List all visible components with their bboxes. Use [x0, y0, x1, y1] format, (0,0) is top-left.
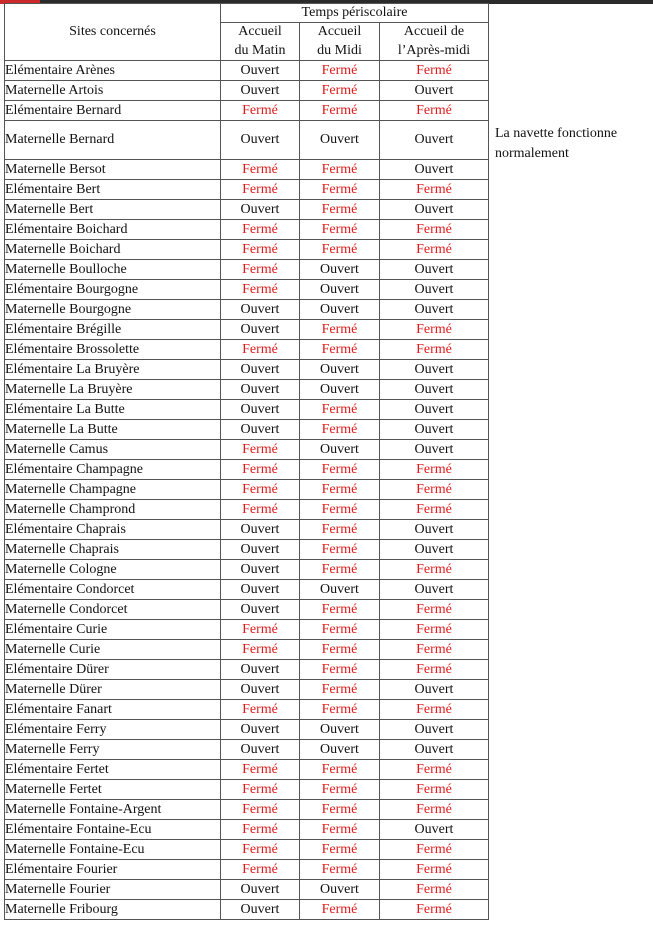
site-name: Elémentaire Fourier: [5, 860, 221, 880]
site-name: Maternelle Bourgogne: [5, 300, 221, 320]
table-row: [5, 280, 489, 300]
noon-status: Fermé: [300, 760, 380, 780]
morning-status: Ouvert: [221, 61, 300, 81]
noon-status: Ouvert: [300, 740, 380, 760]
afternoon-status: Fermé: [380, 760, 489, 780]
table-row: [5, 320, 489, 340]
noon-status: Fermé: [300, 640, 380, 660]
afternoon-status: Ouvert: [380, 380, 489, 400]
afternoon-status: Ouvert: [380, 160, 489, 180]
morning-status: Ouvert: [221, 360, 300, 380]
table-row: [5, 260, 489, 280]
morning-status: Fermé: [221, 240, 300, 260]
site-name: Maternelle Cologne: [5, 560, 221, 580]
site-name: Elémentaire Brégille: [5, 320, 221, 340]
table-row: [5, 760, 489, 780]
morning-status: Ouvert: [221, 740, 300, 760]
morning-status: Ouvert: [221, 540, 300, 560]
morning-status: Fermé: [221, 340, 300, 360]
noon-status: Ouvert: [300, 580, 380, 600]
noon-status: Fermé: [300, 61, 380, 81]
table-row: [5, 840, 489, 860]
morning-status: Ouvert: [221, 81, 300, 101]
noon-status: Ouvert: [300, 360, 380, 380]
periscolaire-group-header: Temps périscolaire: [221, 4, 489, 23]
morning-status: Fermé: [221, 500, 300, 520]
site-column-header: Sites concernés: [5, 4, 221, 61]
noon-header-line2: du Midi: [300, 42, 380, 61]
noon-status: Ouvert: [300, 280, 380, 300]
afternoon-status: Fermé: [380, 840, 489, 860]
site-name: Maternelle Boulloche: [5, 260, 221, 280]
noon-status: Fermé: [300, 800, 380, 820]
site-name: Maternelle Fourier: [5, 880, 221, 900]
table-row: [5, 680, 489, 700]
table-row: [5, 360, 489, 380]
noon-status: Fermé: [300, 600, 380, 620]
afternoon-status: Fermé: [380, 101, 489, 121]
morning-status: Ouvert: [221, 420, 300, 440]
site-name: Elémentaire Bernard: [5, 101, 221, 121]
afternoon-status: Fermé: [380, 340, 489, 360]
afternoon-status: Fermé: [380, 61, 489, 81]
site-name: Elémentaire Boichard: [5, 220, 221, 240]
table-header: [5, 4, 489, 61]
morning-status: Fermé: [221, 800, 300, 820]
afternoon-status: Ouvert: [380, 400, 489, 420]
table-row: [5, 180, 489, 200]
afternoon-status: Fermé: [380, 220, 489, 240]
noon-status: Fermé: [300, 240, 380, 260]
site-name: Maternelle Fontaine-Ecu: [5, 840, 221, 860]
table-row: [5, 800, 489, 820]
site-name: Maternelle Champrond: [5, 500, 221, 520]
morning-status: Fermé: [221, 101, 300, 121]
noon-header-line1: Accueil: [300, 23, 380, 42]
site-name: Maternelle Champagne: [5, 480, 221, 500]
site-name: Elémentaire Curie: [5, 620, 221, 640]
table-row: [5, 340, 489, 360]
morning-status: Ouvert: [221, 320, 300, 340]
site-name: Maternelle Dürer: [5, 680, 221, 700]
site-name: Elémentaire Fertet: [5, 760, 221, 780]
noon-status: Fermé: [300, 560, 380, 580]
morning-status: Fermé: [221, 180, 300, 200]
table-row: [5, 480, 489, 500]
table-row: [5, 860, 489, 880]
noon-status: Fermé: [300, 700, 380, 720]
table-row: [5, 220, 489, 240]
morning-header-line2: du Matin: [221, 42, 300, 61]
table-row: [5, 460, 489, 480]
afternoon-status: Ouvert: [380, 360, 489, 380]
site-name: Maternelle La Butte: [5, 420, 221, 440]
morning-status: Fermé: [221, 640, 300, 660]
table-row: [5, 820, 489, 840]
noon-status: Ouvert: [300, 300, 380, 320]
morning-status: Ouvert: [221, 400, 300, 420]
morning-status: Fermé: [221, 760, 300, 780]
noon-status: Fermé: [300, 180, 380, 200]
noon-status: Fermé: [300, 160, 380, 180]
table-body: [5, 61, 489, 920]
schedule-table: [4, 3, 489, 920]
noon-status: Fermé: [300, 460, 380, 480]
site-name: Maternelle Bert: [5, 200, 221, 220]
table-row: [5, 640, 489, 660]
afternoon-status: Fermé: [380, 880, 489, 900]
afternoon-status: Fermé: [380, 860, 489, 880]
afternoon-status: Ouvert: [380, 820, 489, 840]
site-name: Elémentaire Bert: [5, 180, 221, 200]
noon-status: Fermé: [300, 320, 380, 340]
table-row: [5, 600, 489, 620]
morning-status: Fermé: [221, 160, 300, 180]
table-row: [5, 540, 489, 560]
morning-status: Fermé: [221, 860, 300, 880]
noon-status: Fermé: [300, 660, 380, 680]
noon-status: Fermé: [300, 200, 380, 220]
morning-status: Ouvert: [221, 600, 300, 620]
afternoon-status: Fermé: [380, 900, 489, 920]
noon-status: Fermé: [300, 500, 380, 520]
afternoon-status: Fermé: [380, 780, 489, 800]
afternoon-status: Fermé: [380, 240, 489, 260]
noon-status: Fermé: [300, 400, 380, 420]
morning-status: Fermé: [221, 840, 300, 860]
table-row: [5, 81, 489, 101]
morning-status: Ouvert: [221, 880, 300, 900]
noon-status: Fermé: [300, 900, 380, 920]
morning-status: Ouvert: [221, 121, 300, 160]
table-row: [5, 101, 489, 121]
table-row: [5, 740, 489, 760]
morning-status: Fermé: [221, 220, 300, 240]
morning-status: Fermé: [221, 480, 300, 500]
noon-status: Fermé: [300, 420, 380, 440]
table-row: [5, 61, 489, 81]
site-name: Maternelle Fontaine-Argent: [5, 800, 221, 820]
shuttle-note: [495, 124, 653, 164]
site-name: Maternelle Artois: [5, 81, 221, 101]
table-row: [5, 620, 489, 640]
noon-status: Fermé: [300, 340, 380, 360]
site-name: Elémentaire La Butte: [5, 400, 221, 420]
noon-status: Fermé: [300, 680, 380, 700]
noon-status: Ouvert: [300, 260, 380, 280]
morning-status: Ouvert: [221, 720, 300, 740]
noon-status: Fermé: [300, 480, 380, 500]
morning-status: Fermé: [221, 260, 300, 280]
site-name: Elémentaire La Bruyère: [5, 360, 221, 380]
morning-status: Fermé: [221, 820, 300, 840]
site-name: Maternelle Bersot: [5, 160, 221, 180]
morning-status: Fermé: [221, 280, 300, 300]
table-row: [5, 700, 489, 720]
site-name: Maternelle Camus: [5, 440, 221, 460]
site-name: Maternelle Chaprais: [5, 540, 221, 560]
noon-status: Fermé: [300, 780, 380, 800]
morning-status: Ouvert: [221, 560, 300, 580]
table-row: [5, 500, 489, 520]
morning-status: Fermé: [221, 620, 300, 640]
site-name: Maternelle Ferry: [5, 740, 221, 760]
morning-status: Ouvert: [221, 900, 300, 920]
afternoon-status: Fermé: [380, 500, 489, 520]
afternoon-status: Fermé: [380, 660, 489, 680]
afternoon-status: Ouvert: [380, 540, 489, 560]
morning-status: Ouvert: [221, 520, 300, 540]
table-row: [5, 200, 489, 220]
morning-status: Fermé: [221, 780, 300, 800]
afternoon-status: Ouvert: [380, 260, 489, 280]
afternoon-status: Ouvert: [380, 280, 489, 300]
morning-status: Ouvert: [221, 660, 300, 680]
site-name: Elémentaire Ferry: [5, 720, 221, 740]
morning-status: Fermé: [221, 440, 300, 460]
site-name: Elémentaire Fanart: [5, 700, 221, 720]
site-name: Elémentaire Champagne: [5, 460, 221, 480]
afternoon-status: Ouvert: [380, 440, 489, 460]
afternoon-status: Fermé: [380, 480, 489, 500]
afternoon-status: Ouvert: [380, 81, 489, 101]
table-row: [5, 400, 489, 420]
afternoon-status: Ouvert: [380, 520, 489, 540]
afternoon-status: Fermé: [380, 460, 489, 480]
table-row: [5, 780, 489, 800]
afternoon-status: Ouvert: [380, 720, 489, 740]
noon-status: Fermé: [300, 840, 380, 860]
noon-status: Ouvert: [300, 121, 380, 160]
shuttle-note-line2: normalement: [495, 146, 569, 161]
morning-status: Ouvert: [221, 380, 300, 400]
site-name: Elémentaire Condorcet: [5, 580, 221, 600]
site-name: Maternelle Bernard: [5, 121, 221, 160]
afternoon-status: Fermé: [380, 700, 489, 720]
site-name: Maternelle Fribourg: [5, 900, 221, 920]
afternoon-status: Fermé: [380, 640, 489, 660]
morning-status: Fermé: [221, 700, 300, 720]
afternoon-status: Fermé: [380, 180, 489, 200]
afternoon-header-line2: l’Après-midi: [380, 42, 489, 61]
site-name: Elémentaire Brossolette: [5, 340, 221, 360]
table-row: [5, 660, 489, 680]
site-name: Elémentaire Dürer: [5, 660, 221, 680]
site-name: Maternelle Fertet: [5, 780, 221, 800]
afternoon-status: Fermé: [380, 800, 489, 820]
shuttle-note-line1: La navette fonctionne: [495, 126, 618, 141]
afternoon-status: Ouvert: [380, 300, 489, 320]
morning-status: Ouvert: [221, 200, 300, 220]
site-name: Maternelle Curie: [5, 640, 221, 660]
morning-header-line1: Accueil: [221, 23, 300, 42]
table-row: [5, 160, 489, 180]
noon-status: Fermé: [300, 540, 380, 560]
table-row: [5, 520, 489, 540]
table-row: [5, 420, 489, 440]
table-row: [5, 880, 489, 900]
afternoon-status: Fermé: [380, 620, 489, 640]
noon-status: Ouvert: [300, 440, 380, 460]
table-row: [5, 720, 489, 740]
table-row: [5, 300, 489, 320]
morning-status: Fermé: [221, 460, 300, 480]
table-row: [5, 560, 489, 580]
site-name: Maternelle Condorcet: [5, 600, 221, 620]
afternoon-status: Ouvert: [380, 420, 489, 440]
noon-status: Fermé: [300, 101, 380, 121]
site-name: Elémentaire Arènes: [5, 61, 221, 81]
noon-status: Fermé: [300, 620, 380, 640]
afternoon-status: Ouvert: [380, 680, 489, 700]
noon-status: Ouvert: [300, 720, 380, 740]
site-name: Maternelle La Bruyère: [5, 380, 221, 400]
noon-status: Fermé: [300, 820, 380, 840]
noon-status: Fermé: [300, 220, 380, 240]
site-name: Elémentaire Chaprais: [5, 520, 221, 540]
site-name: Elémentaire Fontaine-Ecu: [5, 820, 221, 840]
afternoon-status: Ouvert: [380, 200, 489, 220]
afternoon-header-line1: Accueil de: [380, 23, 489, 42]
table-row: [5, 240, 489, 260]
morning-status: Ouvert: [221, 680, 300, 700]
site-name: Maternelle Boichard: [5, 240, 221, 260]
morning-status: Ouvert: [221, 580, 300, 600]
noon-status: Ouvert: [300, 380, 380, 400]
site-name: Elémentaire Bourgogne: [5, 280, 221, 300]
afternoon-status: Ouvert: [380, 740, 489, 760]
afternoon-status: Fermé: [380, 560, 489, 580]
afternoon-status: Ouvert: [380, 580, 489, 600]
table-row: [5, 121, 489, 160]
table-row: [5, 580, 489, 600]
afternoon-status: Fermé: [380, 600, 489, 620]
noon-status: Ouvert: [300, 880, 380, 900]
noon-status: Fermé: [300, 81, 380, 101]
morning-status: Ouvert: [221, 300, 300, 320]
table-row: [5, 380, 489, 400]
noon-status: Fermé: [300, 860, 380, 880]
noon-status: Fermé: [300, 520, 380, 540]
afternoon-status: Fermé: [380, 320, 489, 340]
table-row: [5, 900, 489, 920]
table-row: [5, 440, 489, 460]
afternoon-status: Ouvert: [380, 121, 489, 160]
